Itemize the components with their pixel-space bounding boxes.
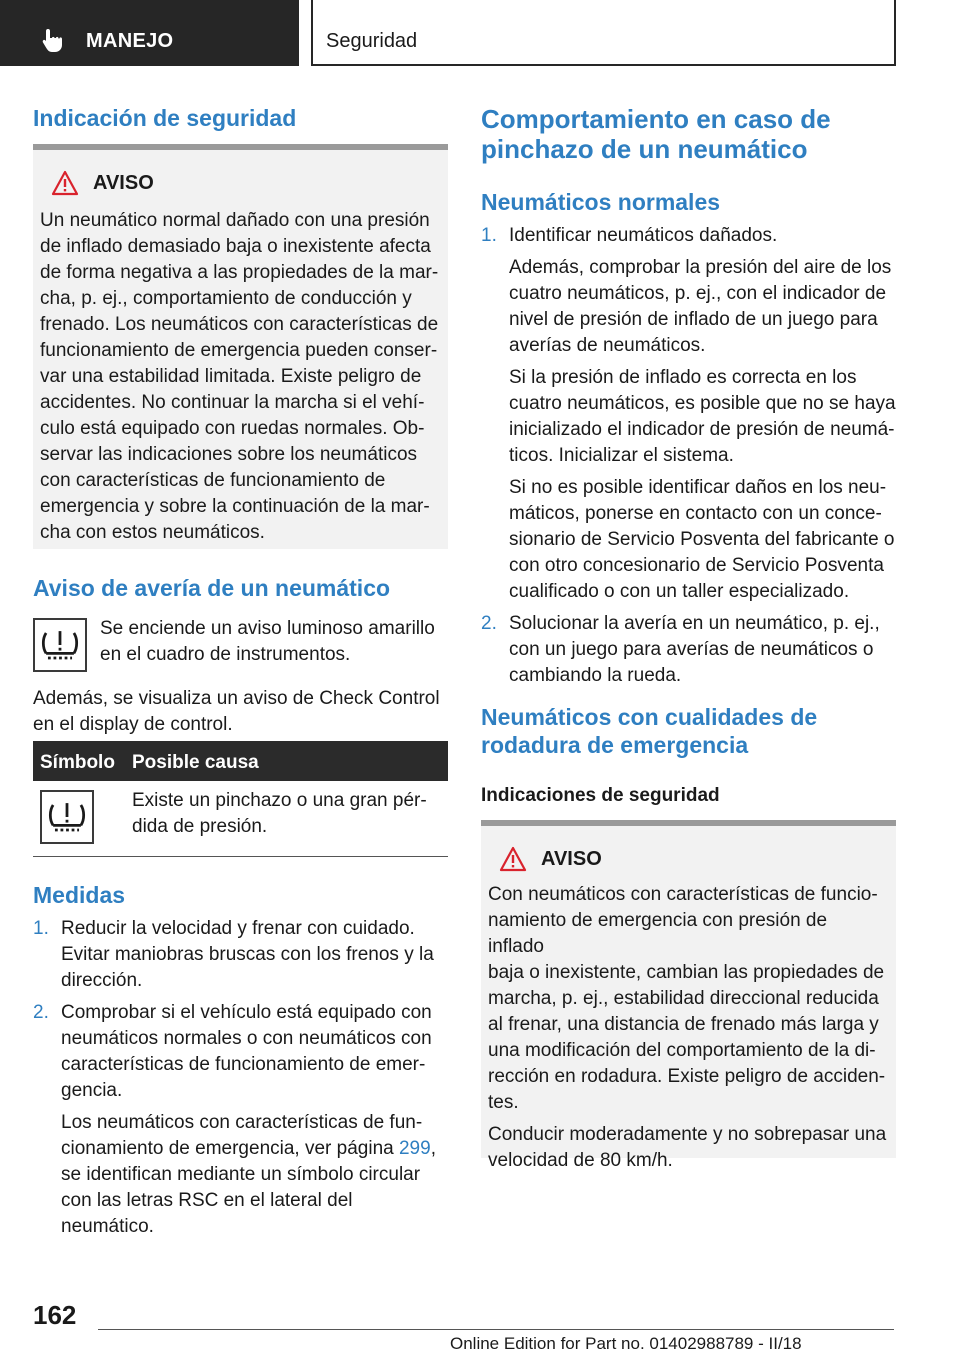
text-line: dida de presión. — [132, 816, 268, 837]
text-line: Existe un pinchazo o una gran pér- — [132, 790, 427, 811]
warning-line: rección en rodadura. Existe peligro de acciden- — [488, 1066, 886, 1087]
text-line: nivel de presión de inflado de un juego para — [509, 309, 878, 330]
warning-box-2 — [481, 820, 896, 1171]
step-para — [61, 1110, 448, 1240]
step-para — [61, 916, 448, 994]
edition-note: Online Edition for Part no. 01402988789 - II/18 — [450, 1334, 802, 1353]
failure-heading: Aviso de avería de un neumático — [33, 575, 391, 601]
step-number: 1. — [33, 918, 49, 939]
warning-line: emergencia y sobre la continuación de la mar- — [40, 496, 430, 517]
text-line: Los neumáticos con características de fun- — [61, 1112, 423, 1133]
text-line: gencia. — [61, 1080, 123, 1101]
text-line: inicializado el indicador de presión de neumá- — [509, 419, 895, 440]
step-number: 2. — [33, 1002, 49, 1023]
table-header — [33, 741, 448, 781]
header-chapter — [311, 0, 896, 66]
step-number: 1. — [481, 225, 497, 246]
text-line: Además, se visualiza un aviso de Check Control — [33, 688, 440, 709]
table-cause-cell — [132, 788, 448, 840]
step-para — [509, 475, 896, 605]
step-para — [509, 255, 896, 359]
warning-line: baja o inexistente, cambian las propiedades de — [488, 962, 885, 983]
measures-heading: Medidas — [33, 882, 126, 908]
list-item — [33, 916, 448, 994]
warning-title-2 — [499, 846, 602, 872]
warning-line: Con neumáticos con características de funcio- — [488, 884, 878, 905]
text-line: Si no es posible identificar daños en los neu- — [509, 477, 887, 498]
warning-line: servar las indicaciones sobre los neumáticos — [40, 444, 418, 465]
warning-line: velocidad de 80 km/h. — [488, 1150, 673, 1171]
failure-icon-text — [100, 616, 448, 668]
warning-line: de inflado demasiado baja o inexistente afecta — [40, 236, 431, 257]
warning-body-2 — [488, 882, 888, 1174]
warning-line: funcionamiento de emergencia pueden conser- — [40, 340, 438, 361]
runflat-subheading: Indicaciones de seguridad — [481, 785, 720, 806]
list-item — [33, 1000, 448, 1240]
text-line: ticos. Inicializar el sistema. — [509, 445, 734, 466]
text-line: cambiando la rueda. — [509, 665, 682, 686]
text-line: se identifican mediante un símbolo circular — [61, 1164, 421, 1185]
text-line: Identificar neumáticos dañados. — [509, 225, 778, 246]
text-line: Solucionar la avería en un neumático, p. ej., — [509, 613, 880, 634]
table-col-cause: Posible causa — [132, 752, 259, 773]
hand-pointer-icon — [40, 27, 66, 53]
text-line: cualificado o con un taller especializado. — [509, 581, 850, 602]
step-para — [509, 223, 896, 249]
text-line: cuatro neumáticos, es posible que no se haya — [509, 393, 896, 414]
warning-line: marcha, p. ej., estabilidad direccional reducida — [488, 988, 879, 1009]
tire-pressure-warning-icon — [33, 618, 87, 672]
text-line: averías de neumáticos. — [509, 335, 706, 356]
failure-paragraph — [33, 686, 448, 738]
warning-title-text: AVISO — [541, 847, 602, 870]
text-line: con un juego para averías de neumáticos o — [509, 639, 874, 660]
text-line: dirección. — [61, 970, 143, 991]
warning-line: Conducir moderadamente y no sobrepasar una — [488, 1124, 887, 1145]
text-line — [61, 1136, 448, 1162]
heading-line: Comportamiento en caso de — [481, 104, 831, 134]
warning-title-text: AVISO — [93, 171, 154, 194]
page-link[interactable]: 299 — [398, 1138, 431, 1159]
warning-line: con características de funcionamiento de — [40, 470, 386, 491]
puncture-heading — [481, 104, 831, 164]
step-para — [509, 611, 896, 689]
warning-triangle-icon — [51, 170, 79, 196]
heading-line: rodadura de emergencia — [481, 732, 749, 758]
header-section-label: MANEJO — [86, 30, 174, 52]
step-para — [509, 365, 896, 469]
step-para — [61, 1000, 448, 1104]
warning-line: namiento de emergencia con presión de inflado — [488, 910, 828, 957]
footer-divider — [98, 1329, 894, 1330]
warning-line: de forma negativa a las propiedades de la mar- — [40, 262, 439, 283]
text-line: Comprobar si el vehículo está equipado con — [61, 1002, 432, 1023]
text-line: sionario de Servicio Posventa del fabricante o — [509, 529, 895, 550]
text-line: con las letras RSC en el lateral del neumático. — [61, 1190, 353, 1237]
normal-tires-heading: Neumáticos normales — [481, 189, 721, 215]
warning-line: accidentes. No continuar la marcha si el vehí- — [40, 392, 425, 413]
heading-line: pinchazo de un neumático — [481, 134, 808, 164]
header-chapter-label: Seguridad — [326, 30, 418, 52]
text-line: Además, comprobar la presión del aire de los — [509, 257, 892, 278]
page-number: 162 — [33, 1300, 77, 1330]
text-line: con otro concesionario de Servicio Posventa — [509, 555, 884, 576]
warning-line: cha con estos neumáticos. — [40, 522, 265, 543]
warning-body-1 — [40, 208, 440, 546]
normal-tires-list — [481, 223, 896, 695]
text-line: máticos, ponerse en contacto con un conce- — [509, 503, 882, 524]
warning-line: al frenar, una distancia de frenado más larga y — [488, 1014, 879, 1035]
header-section-tab[interactable] — [0, 0, 299, 66]
text-line: en el display de control. — [33, 714, 233, 735]
warning-line: Un neumático normal dañado con una presión — [40, 210, 430, 231]
table-col-symbol: Símbolo — [40, 752, 115, 773]
table-divider — [33, 856, 448, 857]
text-line: Evitar maniobras bruscas con los frenos y la — [61, 944, 434, 965]
heading-line: Neumáticos con cualidades de — [481, 704, 818, 730]
warning-line: tes. — [488, 1092, 519, 1113]
warning-box-1 — [33, 144, 448, 549]
runflat-heading — [481, 703, 817, 759]
step-number: 2. — [481, 613, 497, 634]
warning-line: una modificación del comportamiento de la di- — [488, 1040, 876, 1061]
text-fragment: cionamiento de emergencia, ver página — [61, 1138, 399, 1159]
text-line: cuatro neumáticos, p. ej., con el indicador de — [509, 283, 887, 304]
warning-line: cha, p. ej., comportamiento de conducción y — [40, 288, 412, 309]
warning-line: culo está equipado con ruedas normales. Ob- — [40, 418, 425, 439]
warning-line: var una estabilidad limitada. Existe peligro de — [40, 366, 422, 387]
text-line: Si la presión de inflado es correcta en los — [509, 367, 857, 388]
text-fragment: , — [430, 1138, 436, 1159]
warning-line: frenado. Los neumáticos con características de — [40, 314, 439, 335]
list-item — [481, 223, 896, 605]
text-line: neumáticos normales o con neumáticos con — [61, 1028, 432, 1049]
measures-list — [33, 916, 448, 1246]
text-line: características de funcionamiento de emer- — [61, 1054, 426, 1075]
safety-heading: Indicación de seguridad — [33, 105, 297, 131]
text-line: en el cuadro de instrumentos. — [100, 644, 351, 665]
list-item — [481, 611, 896, 689]
text-line: Reducir la velocidad y frenar con cuidado. — [61, 918, 415, 939]
text-line: Se enciende un aviso luminoso amarillo — [100, 618, 435, 639]
warning-triangle-icon — [499, 846, 527, 872]
warning-title-1 — [51, 170, 154, 196]
table-tire-pressure-icon — [40, 790, 94, 844]
